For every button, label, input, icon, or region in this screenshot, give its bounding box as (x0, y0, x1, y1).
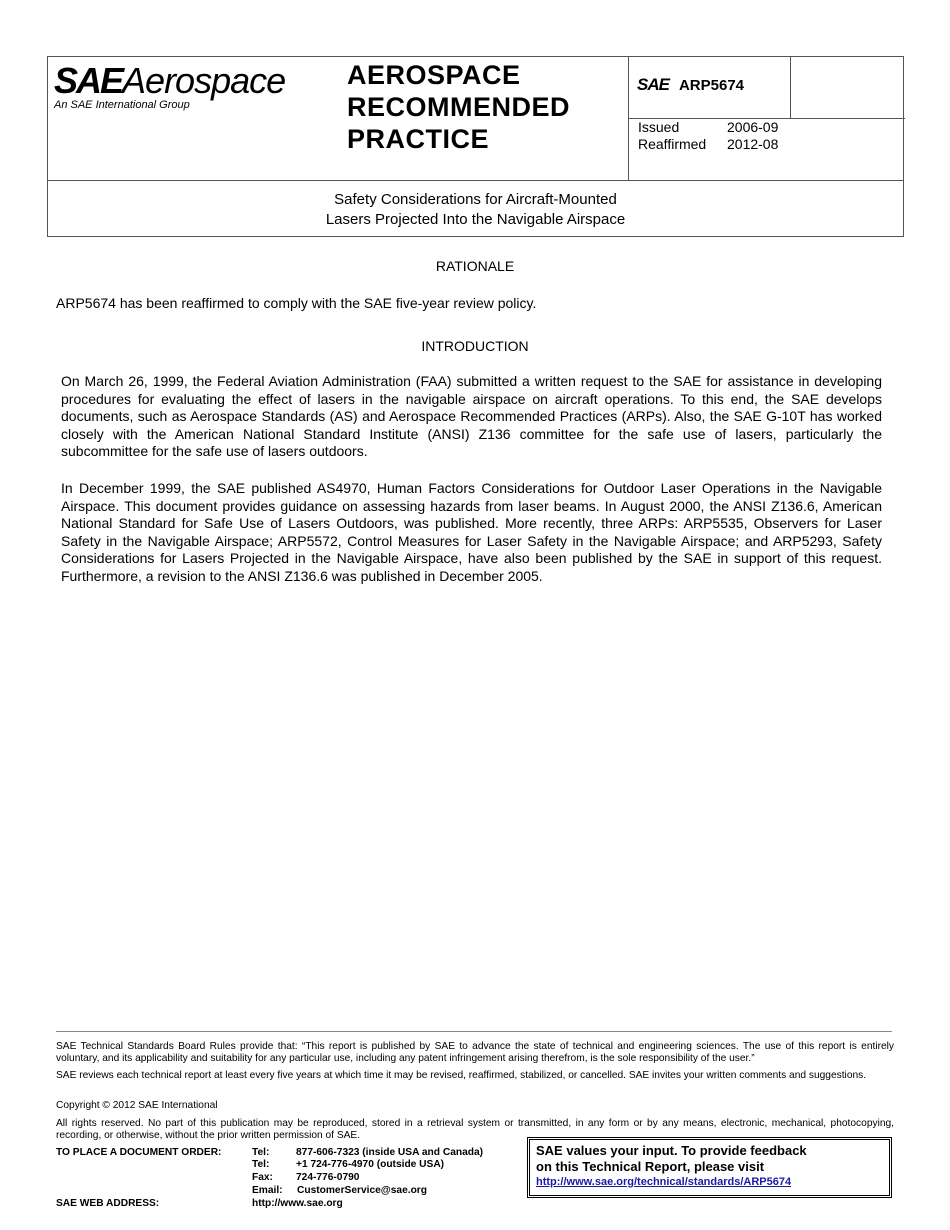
fax-label: Fax: (252, 1172, 273, 1183)
title-line: Lasers Projected Into the Navigable Airspace (325, 211, 626, 228)
logo-tagline: An SAE International Group (54, 99, 190, 111)
feedback-text: on this Technical Report, please visit (536, 1159, 765, 1174)
footer-notice: SAE Technical Standards Board Rules provide that: “This report is published by SAE to advance the state of technical and engineering sciences. The use of this report is entirely voluntary, and its applicability and suitability for any particular use, including any patent infringement arising therefrom, is the sole responsibility of the user.” (56, 1041, 894, 1064)
feedback-box (527, 1137, 892, 1198)
tel-value: +1 724-776-4970 (outside USA) (296, 1159, 445, 1170)
divider (48, 180, 903, 181)
footer-divider (56, 1031, 892, 1032)
tel-value: 877-606-7323 (inside USA and Canada) (296, 1147, 484, 1158)
footer-rights: All rights reserved. No part of this publication may be reproduced, stored in a retrieval system or transmitted, in any form or by any means, electronic, mechanical, photocopying, recording, or otherwise, without the prior written permission of SAE. (56, 1118, 894, 1141)
issued-label: Issued (638, 119, 680, 135)
order-label: TO PLACE A DOCUMENT ORDER: (56, 1147, 222, 1158)
reaffirmed-label: Reaffirmed (638, 136, 707, 152)
sae-aerospace-logo (54, 60, 286, 111)
introduction-paragraph: In December 1999, the SAE published AS4970, Human Factors Considerations for Outdoor Laser Operations in the Navigable Airspace. This document provides guidance on assessing hazards from laser beams. In August 2000, the ANSI Z136.6, American National Standard for Safe Use of Lasers Outdoors, was published. More recently, three ARPs: ARP5535, Observers for Laser Safety in the Navigable Airspace; ARP5572, Control Measures for Laser Safety in the Navigable Airspace; and ARP5293, Safety Considerations for Lasers Projected in the Navigable Airspace, have also been published by the SAE in support of this request. Furthermore, a revision to the ANSI Z136.6 was published in December 2005. (61, 480, 882, 584)
feedback-link[interactable]: http://www.sae.org/technical/standards/ARP5674 (536, 1176, 792, 1188)
footer-notice: SAE reviews each technical report at least every five years at which time it may be revised, reaffirmed, stabilized, or cancelled. SAE invites your written comments and suggestions. (56, 1070, 867, 1081)
fax-value: 724-776-0790 (296, 1172, 360, 1183)
document-header (47, 56, 904, 237)
rationale-heading: RATIONALE (435, 258, 515, 274)
document-title (48, 190, 903, 230)
document-type (347, 59, 570, 155)
footer-copyright: Copyright © 2012 SAE International (56, 1100, 218, 1111)
introduction-paragraph: On March 26, 1999, the Federal Aviation Administration (FAA) submitted a written request to the SAE for assistance in developing procedures for evaluating the effect of lasers in the navigable airspace on aircraft operations. To this end, the SAE develops documents, such as Aerospace Standards (AS) and Aerospace Recommended Practices (ARPs). Also, the SAE G-10T has worked closely with the American National Standard Institute (ANSI) Z136 committee for the safe use of lasers, particularly the subcommittee for the safe use of lasers outdoors. (61, 373, 882, 460)
doc-type-line: PRACTICE (347, 124, 490, 154)
web-label: SAE WEB ADDRESS: (56, 1198, 160, 1209)
document-dates (638, 119, 778, 153)
tel-label: Tel: (252, 1147, 270, 1158)
document-number: ARP5674 (678, 76, 745, 94)
issued-value: 2006-09 (727, 119, 779, 135)
feedback-text: SAE values your input. To provide feedback (536, 1143, 807, 1158)
email-value[interactable]: CustomerService@sae.org (297, 1185, 427, 1196)
logo-sae-text: SAE (54, 60, 123, 101)
divider (790, 57, 791, 118)
web-value[interactable]: http://www.sae.org (252, 1198, 343, 1209)
doc-type-line: RECOMMENDED (347, 92, 571, 122)
sae-mini-logo: SAE (637, 75, 669, 94)
title-line: Safety Considerations for Aircraft-Mounted (334, 191, 617, 208)
email-label: Email: (252, 1185, 283, 1196)
document-number-cell (637, 75, 744, 95)
tel-label: Tel: (252, 1159, 270, 1170)
introduction-heading: INTRODUCTION (421, 338, 529, 354)
rationale-text: ARP5674 has been reaffirmed to comply with the SAE five-year review policy. (56, 295, 537, 311)
logo-aerospace-text: Aerospace (122, 60, 286, 101)
doc-type-line: AEROSPACE (347, 60, 521, 90)
reaffirmed-value: 2012-08 (727, 136, 779, 152)
